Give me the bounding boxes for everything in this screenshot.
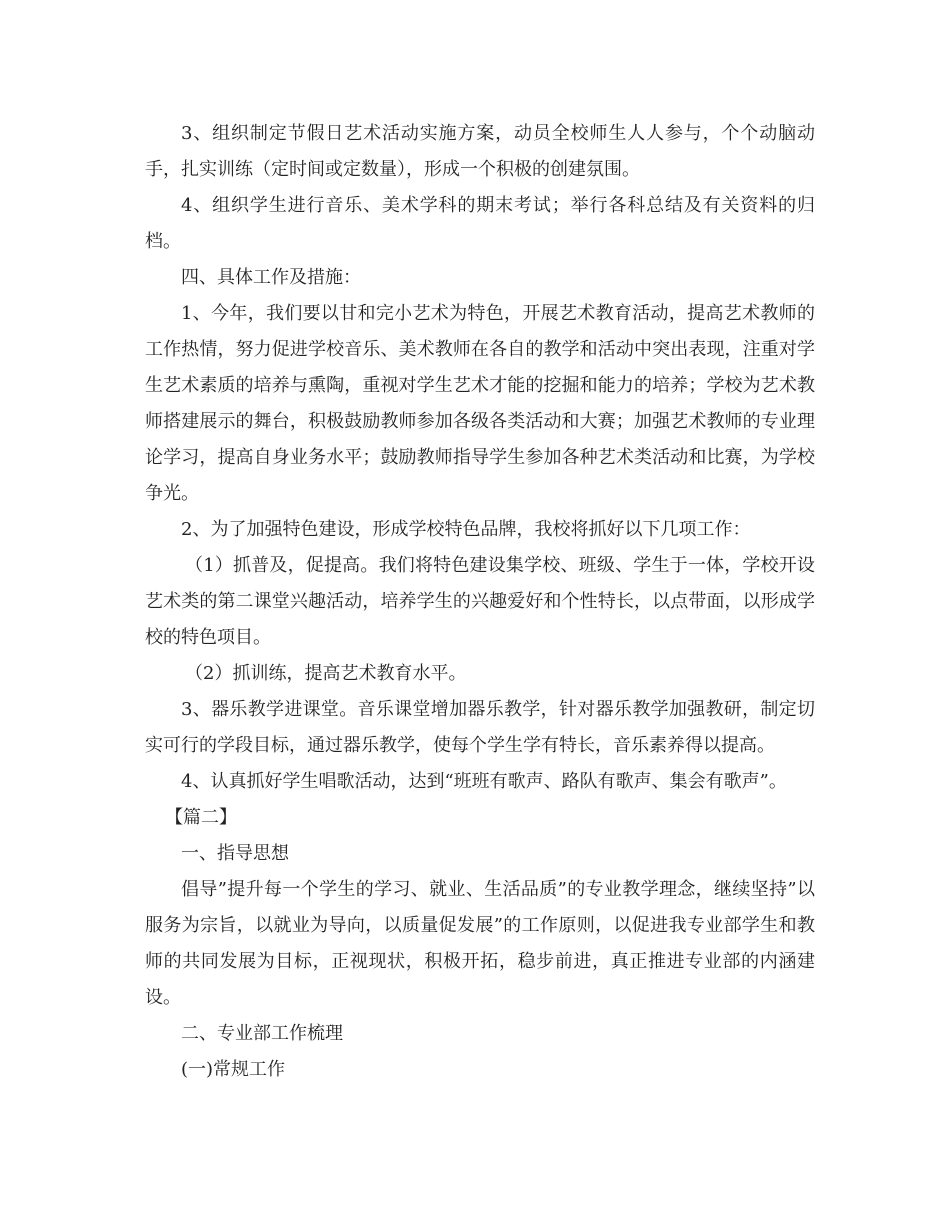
paragraph-measure-2-sub-1: （1）抓普及，促提高。我们将特色建设集学校、班级、学生于一体，学校开设艺术类的第二课堂兴趣活动，培养学生的兴趣爱好和个性特长，以点带面，以形成学校的特色项目。 — [145, 555, 815, 648]
paragraph-item-3-plan: 3、组织制定节假日艺术活动实施方案，动员全校师生人人参与，个个动脑动手，扎实训练（定时间或定数量），形成一个积极的创建氛围。 — [145, 123, 815, 180]
paragraph-measure-4: 4、认真抓好学生唱歌活动，达到“班班有歌声、路队有歌声、集会有歌声”。 — [181, 771, 787, 792]
section-heading-routine-work: (一)常规工作 — [181, 1059, 286, 1080]
section-heading-part-two: 【篇二】 — [165, 807, 237, 828]
paragraph-measure-2-sub-2: （2）抓训练，提高艺术教育水平。 — [185, 663, 467, 684]
paragraph-guiding-thought: 倡导”提升每一个学生的学习、就业、生活品质”的专业教学理念，继续坚持”以服务为宗旨，以就业为导向，以质量促发展”的工作原则，以促进我专业部学生和教师的共同发展为目标，正视现状，积极开拓，稳步前进，真正推进专业部的内涵建设。 — [145, 879, 815, 1008]
paragraph-item-4-exam: 4、组织学生进行音乐、美术学科的期末考试；举行各科总结及有关资料的归档。 — [145, 195, 815, 252]
paragraph-measure-3: 3、器乐教学进课堂。音乐课堂增加器乐教学，针对器乐教学加强教研，制定切实可行的学段目标，通过器乐教学，使每个学生学有特长，音乐素养得以提高。 — [145, 699, 815, 756]
paragraph-measure-2: 2、为了加强特色建设，形成学校特色品牌，我校将抓好以下几项工作： — [181, 519, 751, 540]
document-body — [145, 116, 815, 1088]
section-heading-work-review: 二、专业部工作梳理 — [181, 1023, 343, 1044]
section-heading-measures: 四、具体工作及措施： — [181, 267, 361, 288]
section-heading-guiding-thought: 一、指导思想 — [181, 843, 289, 864]
paragraph-measure-1: 1、今年，我们要以甘和完小艺术为特色，开展艺术教育活动，提高艺术教师的工作热情，努力促进学校音乐、美术教师在各自的教学和活动中突出表现，注重对学生艺术素质的培养与熏陶，重视对学生艺术才能的挖掘和能力的培养；学校为艺术教师搭建展示的舞台，积极鼓励教师参加各级各类活动和大赛；加强艺术教师的专业理论学习，提高自身业务水平；鼓励教师指导学生参加各种艺术类活动和比赛，为学校争光。 — [145, 303, 815, 504]
